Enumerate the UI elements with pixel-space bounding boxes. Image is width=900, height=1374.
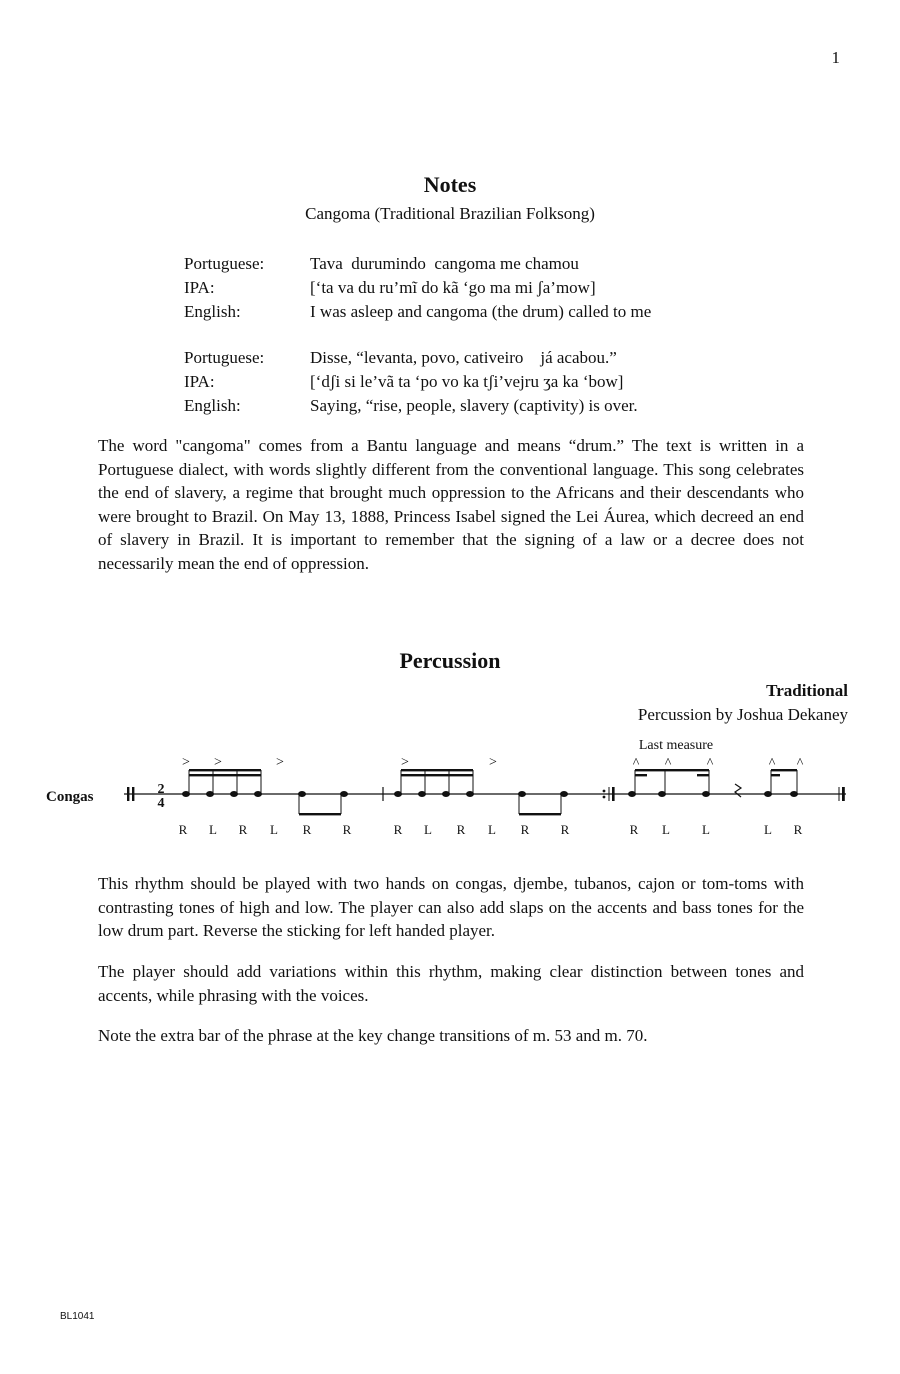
lyric-label: English: <box>184 302 241 321</box>
percussion-title: Percussion <box>399 648 501 673</box>
accent-mark: > <box>214 755 222 770</box>
note-beam <box>401 774 473 776</box>
arranger-credit: Percussion by Joshua Dekaney <box>637 705 848 724</box>
marcato-mark: ^ <box>706 756 714 771</box>
last-measure-label: Last measure <box>638 738 714 753</box>
note-beam <box>189 774 261 776</box>
lyric-row-english <box>184 300 651 324</box>
note-beam <box>771 774 780 776</box>
page-number: 1 <box>831 48 840 67</box>
notes-subtitle: Cangoma (Traditional Brazilian Folksong) <box>305 204 595 223</box>
marcato-mark: ^ <box>632 756 640 771</box>
sticking-label: R <box>302 822 312 837</box>
lyric-text: [‘dʃi si le’vã ta ‘po vo ka tʃi’vejru ʒa ka ‘bow] <box>310 372 624 391</box>
time-signature-bottom: 4 <box>157 796 165 811</box>
measure-2 <box>394 755 570 837</box>
note-beam <box>299 813 341 815</box>
measure-1 <box>179 755 352 837</box>
time-signature-top: 2 <box>157 782 165 797</box>
intro-paragraph: The word "cangoma" comes from a Bantu language and means “drum.” The text is written in a Portuguese dialect, with words slightly different from the conventional language. This song celebrates the end of slavery, a regime that brought much oppression to the Africans and their descendants who were brought to Brazil. On May 13, 1888, Princess Isabel signed the Lei Áurea, which decreed an end of slavery in Brazil. It is important to remember that the signing of a law or a decree does not necessarily mean the end of oppression. <box>98 436 804 573</box>
percussion-paragraph: Note the extra bar of the phrase at the key change transitions of m. 53 and m. 70. <box>98 1026 648 1045</box>
note-beam <box>519 813 561 815</box>
percussion-paragraph: The player should add variations within this rhythm, making clear distinction between tones and accents, while phrasing with the voices. <box>98 962 804 1005</box>
lyric-text: [‘ta va du ru’mĩ do kã ‘go ma mi ʃa’mow] <box>310 278 596 297</box>
percussion-clef <box>132 787 134 801</box>
sticking-label: R <box>238 822 248 837</box>
note-beam <box>189 769 261 771</box>
lyric-label: IPA: <box>184 278 215 297</box>
percussion-score <box>0 730 900 845</box>
lyric-text: Saying, “rise, people, slavery (captivity) is over. <box>310 396 638 415</box>
instrument-label: Congas <box>46 789 94 805</box>
sticking-label: L <box>702 822 710 837</box>
lyric-text: Tava durumindo cangoma me chamou <box>310 254 579 273</box>
accent-mark: > <box>401 755 409 770</box>
sticking-label: R <box>793 822 803 837</box>
last-measure <box>628 756 804 837</box>
catalog-number: BL1041 <box>60 1311 95 1322</box>
accent-mark: > <box>489 755 497 770</box>
sticking-label: L <box>488 822 496 837</box>
lyric-label: Portuguese: <box>184 348 265 367</box>
note-beam <box>635 769 709 771</box>
sticking-label: L <box>764 822 772 837</box>
marcato-mark: ^ <box>768 756 776 771</box>
lyric-label: Portuguese: <box>184 254 265 273</box>
lyric-row-english <box>184 394 638 418</box>
sticking-label: L <box>209 822 217 837</box>
lyric-text: Disse, “levanta, povo, cativeiro já acabou.” <box>310 348 617 367</box>
percussion-paragraph: This rhythm should be played with two hands on congas, djembe, tubanos, cajon or tom-toms with contrasting tones of high and low. The player can also add slaps on the accents and bass tones for the low drum part. Reverse the sticking for left handed player. <box>98 874 804 940</box>
lyric-row-ipa <box>184 276 651 300</box>
marcato-mark: ^ <box>664 756 672 771</box>
sticking-label: R <box>520 822 530 837</box>
lyric-group <box>184 252 651 324</box>
sticking-label: L <box>662 822 670 837</box>
sticking-label: R <box>342 822 352 837</box>
percussion-clef <box>127 787 129 801</box>
lyric-row-portuguese <box>184 346 638 370</box>
lyric-group <box>184 346 638 418</box>
notes-title: Notes <box>423 172 477 197</box>
lyric-label: IPA: <box>184 372 215 391</box>
sticking-label: L <box>270 822 278 837</box>
sticking-label: R <box>393 822 403 837</box>
lyric-row-portuguese <box>184 252 651 276</box>
lyric-row-ipa <box>184 370 638 394</box>
final-barline <box>842 787 845 801</box>
sticking-label: R <box>629 822 639 837</box>
composer-credit: Traditional <box>766 681 848 700</box>
note-beam <box>635 774 647 776</box>
note-beam <box>697 774 709 776</box>
sticking-label: R <box>456 822 466 837</box>
lyric-text: I was asleep and cangoma (the drum) called to me <box>310 302 652 321</box>
accent-mark: > <box>276 755 284 770</box>
lyric-label: English: <box>184 396 241 415</box>
note-beam <box>401 769 473 771</box>
sticking-label: R <box>560 822 570 837</box>
sticking-label: R <box>178 822 188 837</box>
rest-symbol <box>735 784 741 797</box>
sticking-label: L <box>424 822 432 837</box>
marcato-mark: ^ <box>796 756 804 771</box>
accent-mark: > <box>182 755 190 770</box>
